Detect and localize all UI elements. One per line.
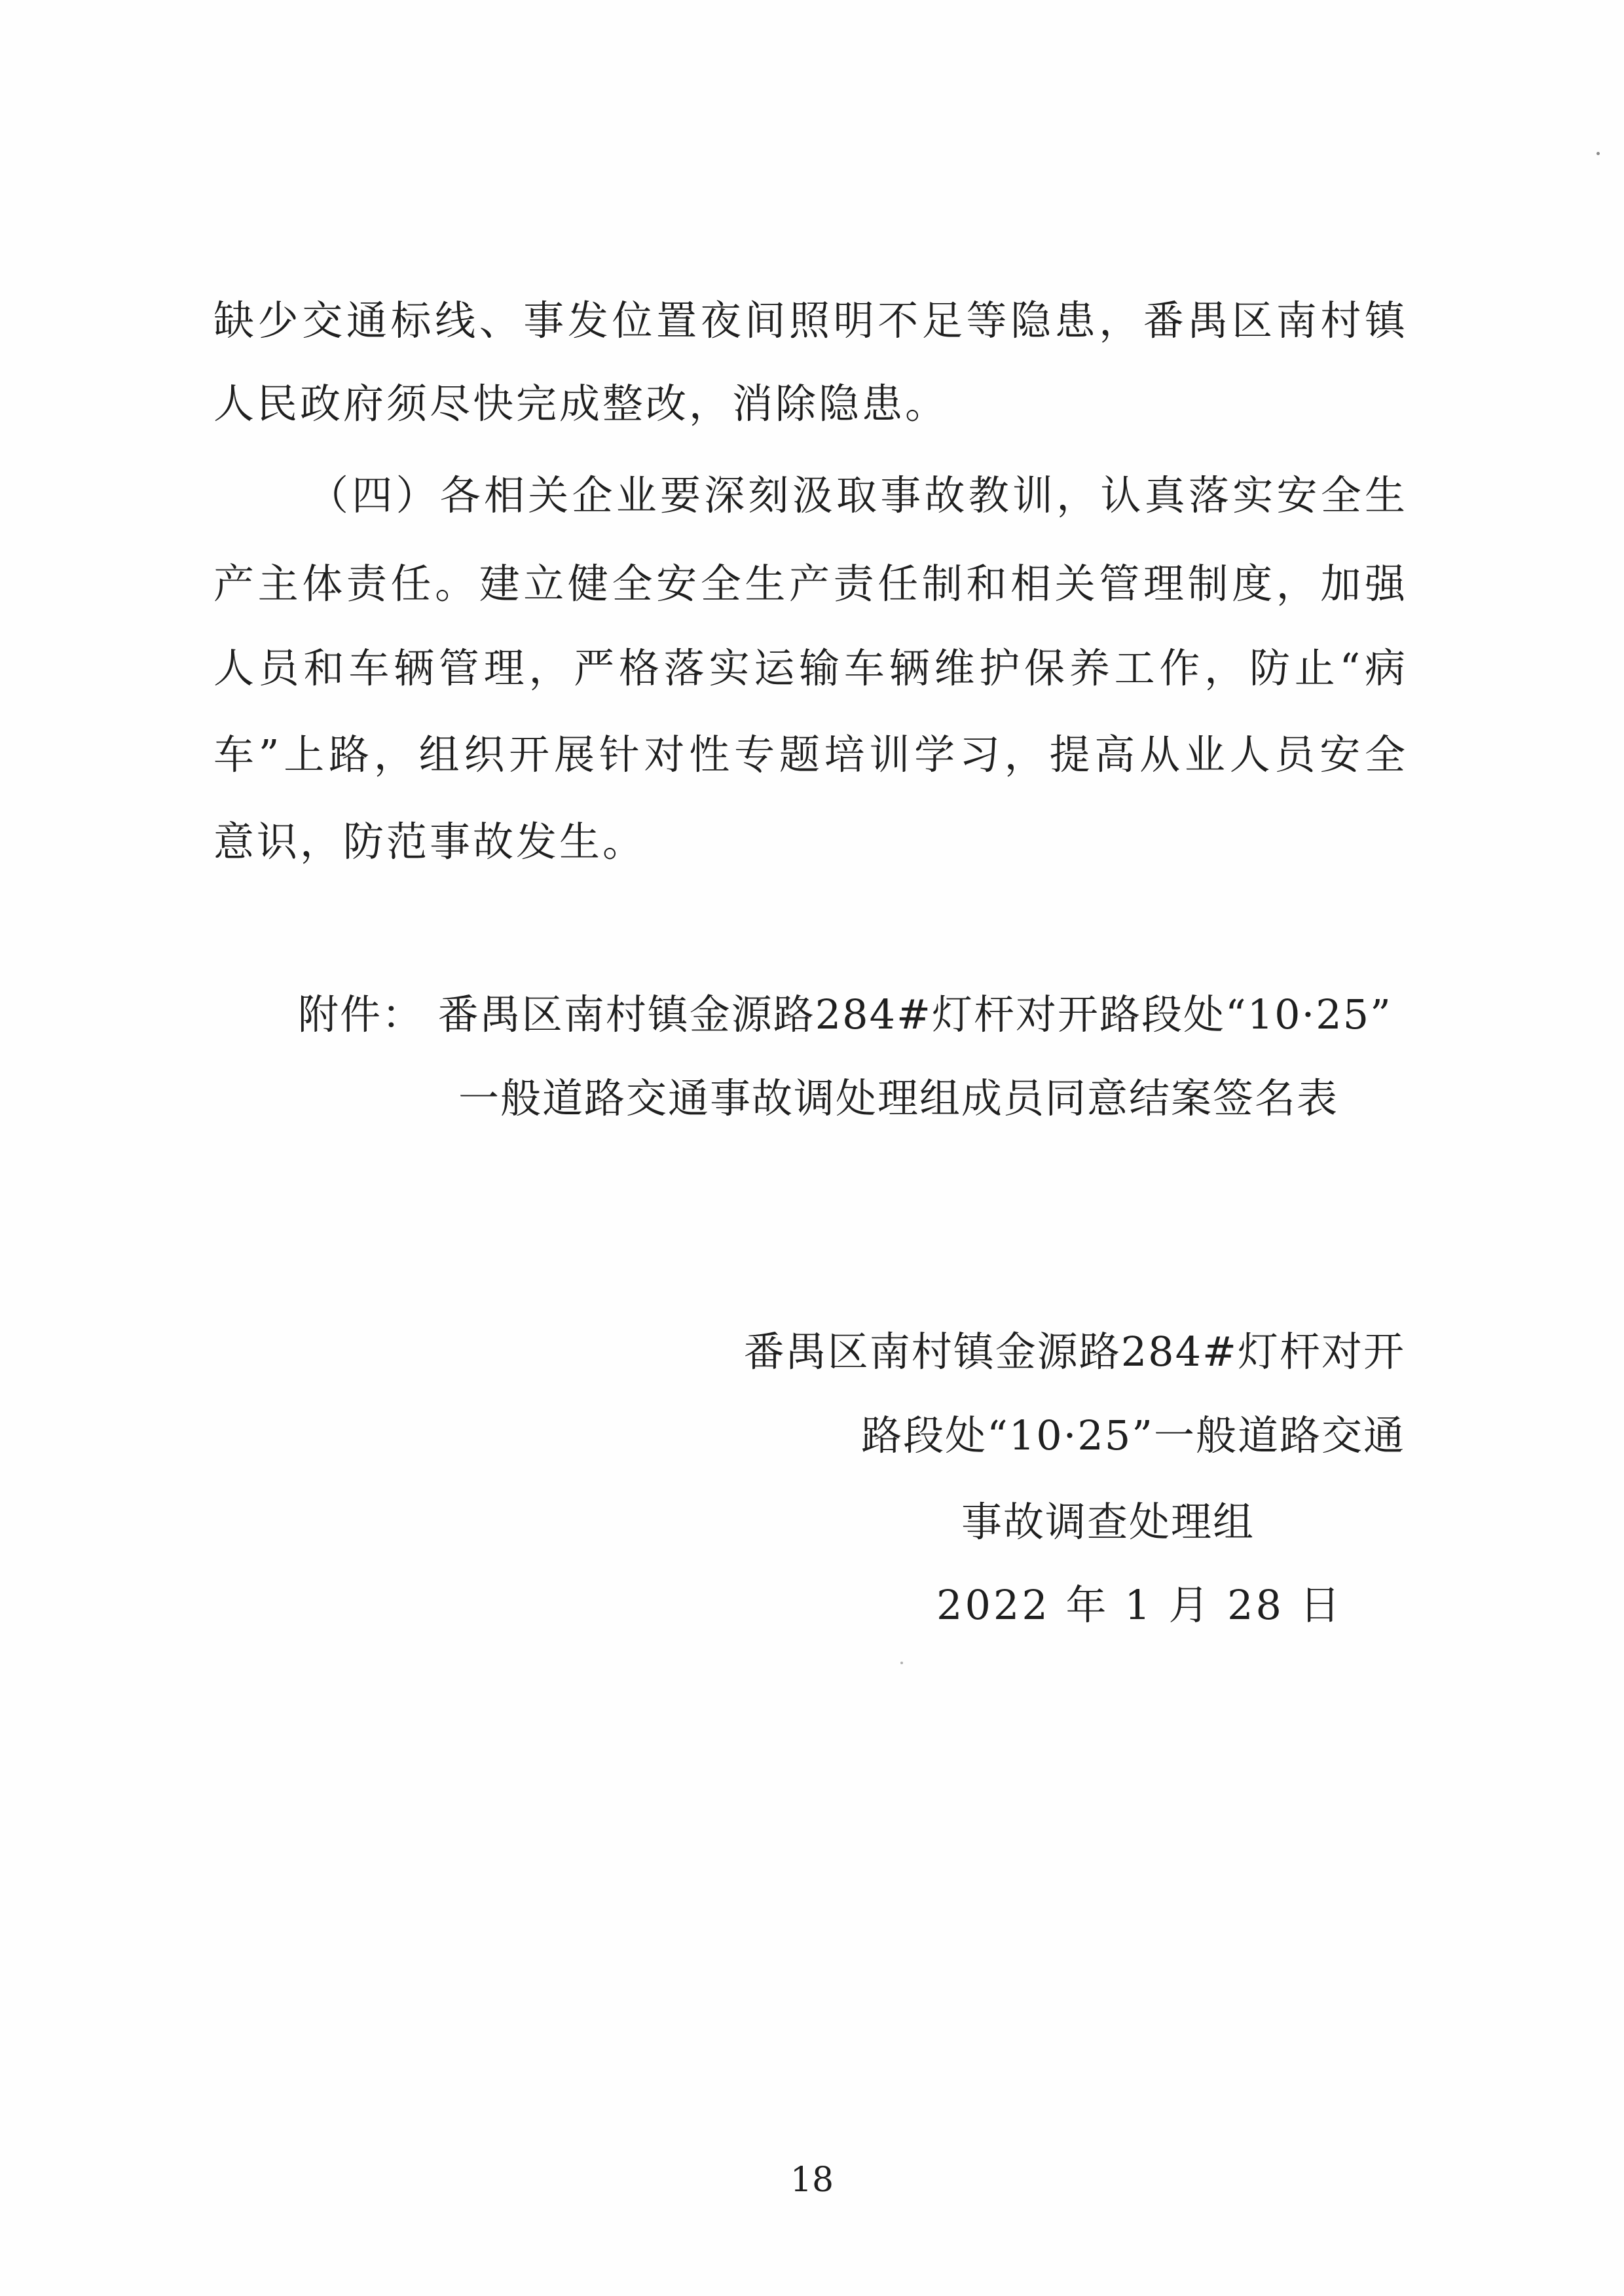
- signature-line: 番禺区南村镇金源路284#灯杆对开: [743, 1328, 1405, 1376]
- paragraph-line: 缺少交通标线、事发位置夜间照明不足等隐患，番禺区南村镇: [213, 297, 1405, 344]
- paragraph-line: 意识，防范事故发生。: [213, 818, 646, 866]
- scan-speck: [1596, 152, 1600, 155]
- paragraph-line: 车”上路，组织开展针对性专题培训学习，提高从业人员安全: [213, 731, 1405, 778]
- page-number: 18: [790, 2160, 834, 2200]
- signature-line: 事故调查处理组: [961, 1498, 1255, 1546]
- paragraph-line: 产主体责任。建立健全安全生产责任制和相关管理制度，加强: [213, 560, 1405, 608]
- scan-speck: [900, 1662, 903, 1664]
- attachment-line: 附件： 番禺区南村镇金源路284#灯杆对开路段处“10·25”: [298, 991, 1392, 1038]
- paragraph-line: （四）各相关企业要深刻汲取事故教训，认真落实安全生: [308, 471, 1405, 519]
- attachment-line: 一般道路交通事故调处理组成员同意结案签名表: [458, 1074, 1339, 1122]
- paragraph-line: 人员和车辆管理，严格落实运输车辆维护保养工作，防止“病: [213, 644, 1405, 692]
- signature-line: 路段处“10·25”一般道路交通: [861, 1412, 1405, 1459]
- paragraph-line: 人民政府须尽快完成整改，消除隐患。: [213, 380, 949, 428]
- signature-date: 2022 年 1 月 28 日: [936, 1581, 1343, 1629]
